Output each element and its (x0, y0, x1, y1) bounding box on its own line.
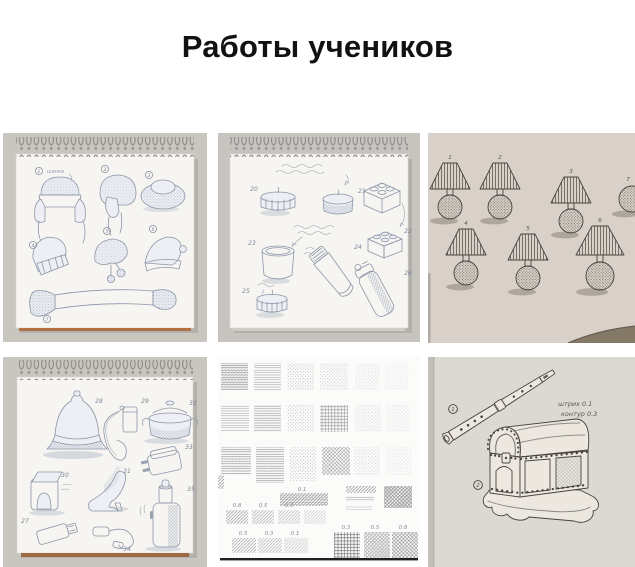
number-lighter: 29 (141, 398, 149, 405)
hat-number-1: 1 (37, 170, 41, 175)
lamp-number-2: 2 (498, 155, 502, 161)
spiral-binding (16, 137, 194, 157)
sketchbook-cardboard-edge (19, 328, 191, 331)
treasure-chest-sketch (483, 419, 598, 522)
number-22: 22 (404, 228, 412, 235)
number-pot: 32 (189, 400, 197, 407)
number-vape: 35 (187, 486, 195, 493)
number-20: 20 (250, 186, 258, 193)
label-right-2: 0.5 (370, 525, 380, 531)
edge-swatch (218, 475, 224, 489)
crosshatch-cluster-bottom-right (334, 525, 418, 559)
sketchbook-cardboard-edge (21, 553, 189, 557)
objects-sketchbook-illustration (3, 357, 207, 567)
chest-number: 2 (476, 483, 480, 489)
hat-number-6: 6 (151, 228, 155, 233)
student-works-gallery (0, 133, 635, 567)
sketchbook-pages-edge (233, 328, 405, 331)
number-25: 25 (242, 288, 250, 295)
lamp-number-1: 1 (448, 155, 452, 161)
annotation-line-1: штрих 0.1 (558, 400, 593, 408)
number-23: 23 (248, 240, 256, 247)
bottom-rule (220, 558, 418, 560)
label-bottom-2: 0.3 (264, 531, 274, 537)
scarf-number-7: 7 (45, 318, 49, 323)
spiral-binding (17, 360, 193, 380)
hat-number-5: 5 (105, 230, 109, 235)
number-cable: 34 (123, 546, 131, 553)
label-right-3: 0.8 (398, 525, 408, 531)
number-26: 26 (404, 270, 412, 277)
hat-number-4: 4 (31, 244, 35, 249)
number-heel: 31 (123, 468, 131, 475)
label-row-1: 0.8 (232, 503, 242, 509)
lamps-sheet-illustration (428, 133, 635, 343)
lamp-number-4: 4 (464, 221, 468, 227)
gallery-item-flute-chest (428, 357, 635, 567)
lamp-number-3: 3 (569, 169, 573, 175)
gallery-item-lamps (428, 133, 635, 343)
hatching-exercises-illustration (218, 357, 420, 563)
gallery-item-hats (3, 133, 207, 342)
number-jar: 30 (61, 472, 69, 479)
gallery-item-hatching (218, 357, 420, 563)
number-bell: 28 (95, 398, 103, 405)
handwritten-note: шапки (47, 169, 65, 175)
label-row-2: 0.5 (258, 503, 268, 509)
label-right-1: 0.3 (341, 525, 351, 531)
page-title: Работы учеников (181, 28, 454, 64)
hats-sketchbook-illustration (3, 133, 207, 342)
hat-number-3: 3 (147, 174, 151, 179)
gallery-item-candles (218, 133, 420, 342)
label-bottom-3: 0.1 (290, 531, 300, 537)
lamp-number-5: 5 (526, 226, 530, 232)
number-21: 21 (358, 188, 366, 195)
gallery-item-objects (3, 357, 207, 567)
spiral-binding (230, 137, 408, 157)
candles-sketchbook-illustration (218, 133, 420, 342)
flute-number: 1 (451, 407, 455, 413)
flute-and-chest-illustration (428, 357, 635, 567)
line-weight-cluster-lower (232, 531, 308, 553)
label-row-3: 0.3 (284, 503, 294, 509)
label-bottom-1: 0.5 (238, 531, 248, 537)
label-mid: 0.1 (297, 487, 307, 493)
hat-number-2: 2 (103, 168, 107, 173)
lamp-number-7: 7 (626, 177, 630, 183)
number-charger: 33 (185, 444, 193, 451)
annotation-line-2: контур 0.3 (561, 410, 598, 418)
number-24: 24 (354, 244, 362, 251)
page-curve (428, 357, 434, 567)
lamp-number-6: 6 (598, 218, 602, 224)
number-flash: 27 (21, 518, 29, 525)
